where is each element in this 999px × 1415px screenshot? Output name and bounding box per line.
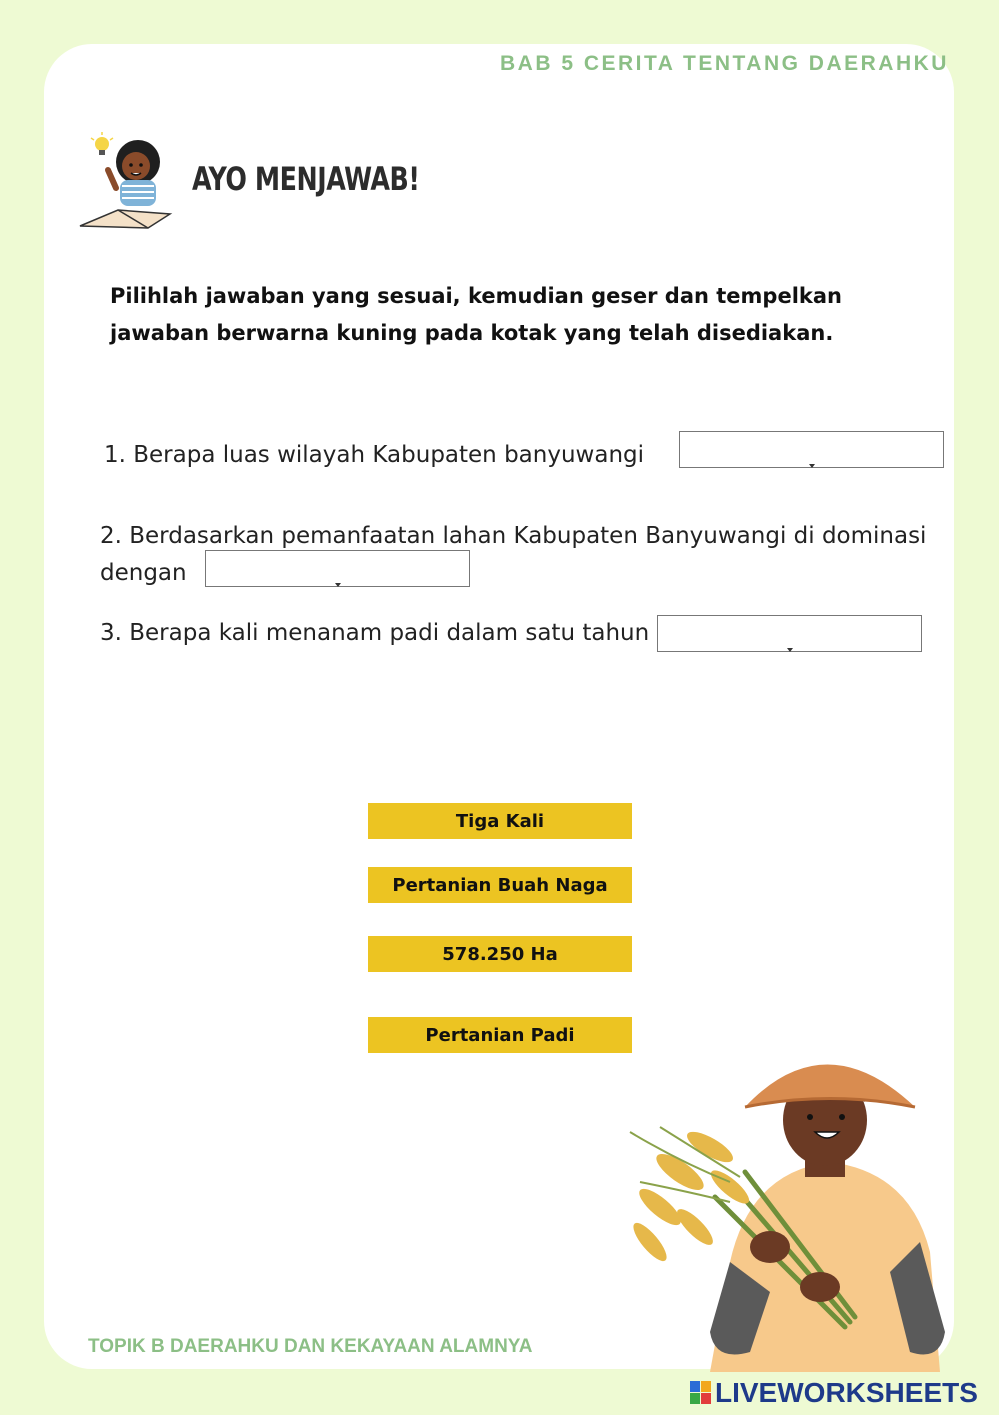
question-2-continuation: dengan bbox=[100, 560, 187, 586]
question-3: 3. Berapa kali menanam padi dalam satu tahun bbox=[100, 620, 650, 646]
answer-chip-pertanian-padi[interactable]: Pertanian Padi bbox=[368, 1017, 632, 1053]
question-1: 1. Berapa luas wilayah Kabupaten banyuwangi bbox=[104, 442, 645, 468]
section-title: AYO MENJAWAB! bbox=[192, 160, 420, 198]
instruction-text: Pilihlah jawaban yang sesuai, kemudian geser dan tempelkan jawaban berwarna kuning pada kotak yang telah disediakan. bbox=[110, 284, 842, 345]
question-2-text: 2. Berdasarkan pemanfaatan lahan Kabupaten Banyuwangi di dominasi bbox=[100, 523, 927, 549]
topic-footer: TOPIK B DAERAHKU DAN KEKAYAAN ALAMNYA bbox=[88, 1336, 533, 1357]
answer-chip-tiga-kali[interactable]: Tiga Kali bbox=[368, 803, 632, 839]
farmer-illustration bbox=[620, 1032, 950, 1372]
answer-box-1[interactable] bbox=[679, 431, 944, 468]
liveworksheets-logo[interactable] bbox=[690, 1375, 978, 1411]
answer-box-3[interactable] bbox=[657, 615, 922, 652]
liveworksheets-logo-icon bbox=[690, 1381, 712, 1405]
brand-name: LIVEWORKSHEETS bbox=[715, 1377, 978, 1408]
answer-chip-buah-naga[interactable]: Pertanian Buah Naga bbox=[368, 867, 632, 903]
student-illustration bbox=[78, 130, 178, 230]
answer-chip-luas-wilayah[interactable]: 578.250 Ha bbox=[368, 936, 632, 972]
chapter-title: BAB 5 CERITA TENTANG DAERAHKU bbox=[500, 52, 949, 75]
answer-box-2[interactable] bbox=[205, 550, 470, 587]
